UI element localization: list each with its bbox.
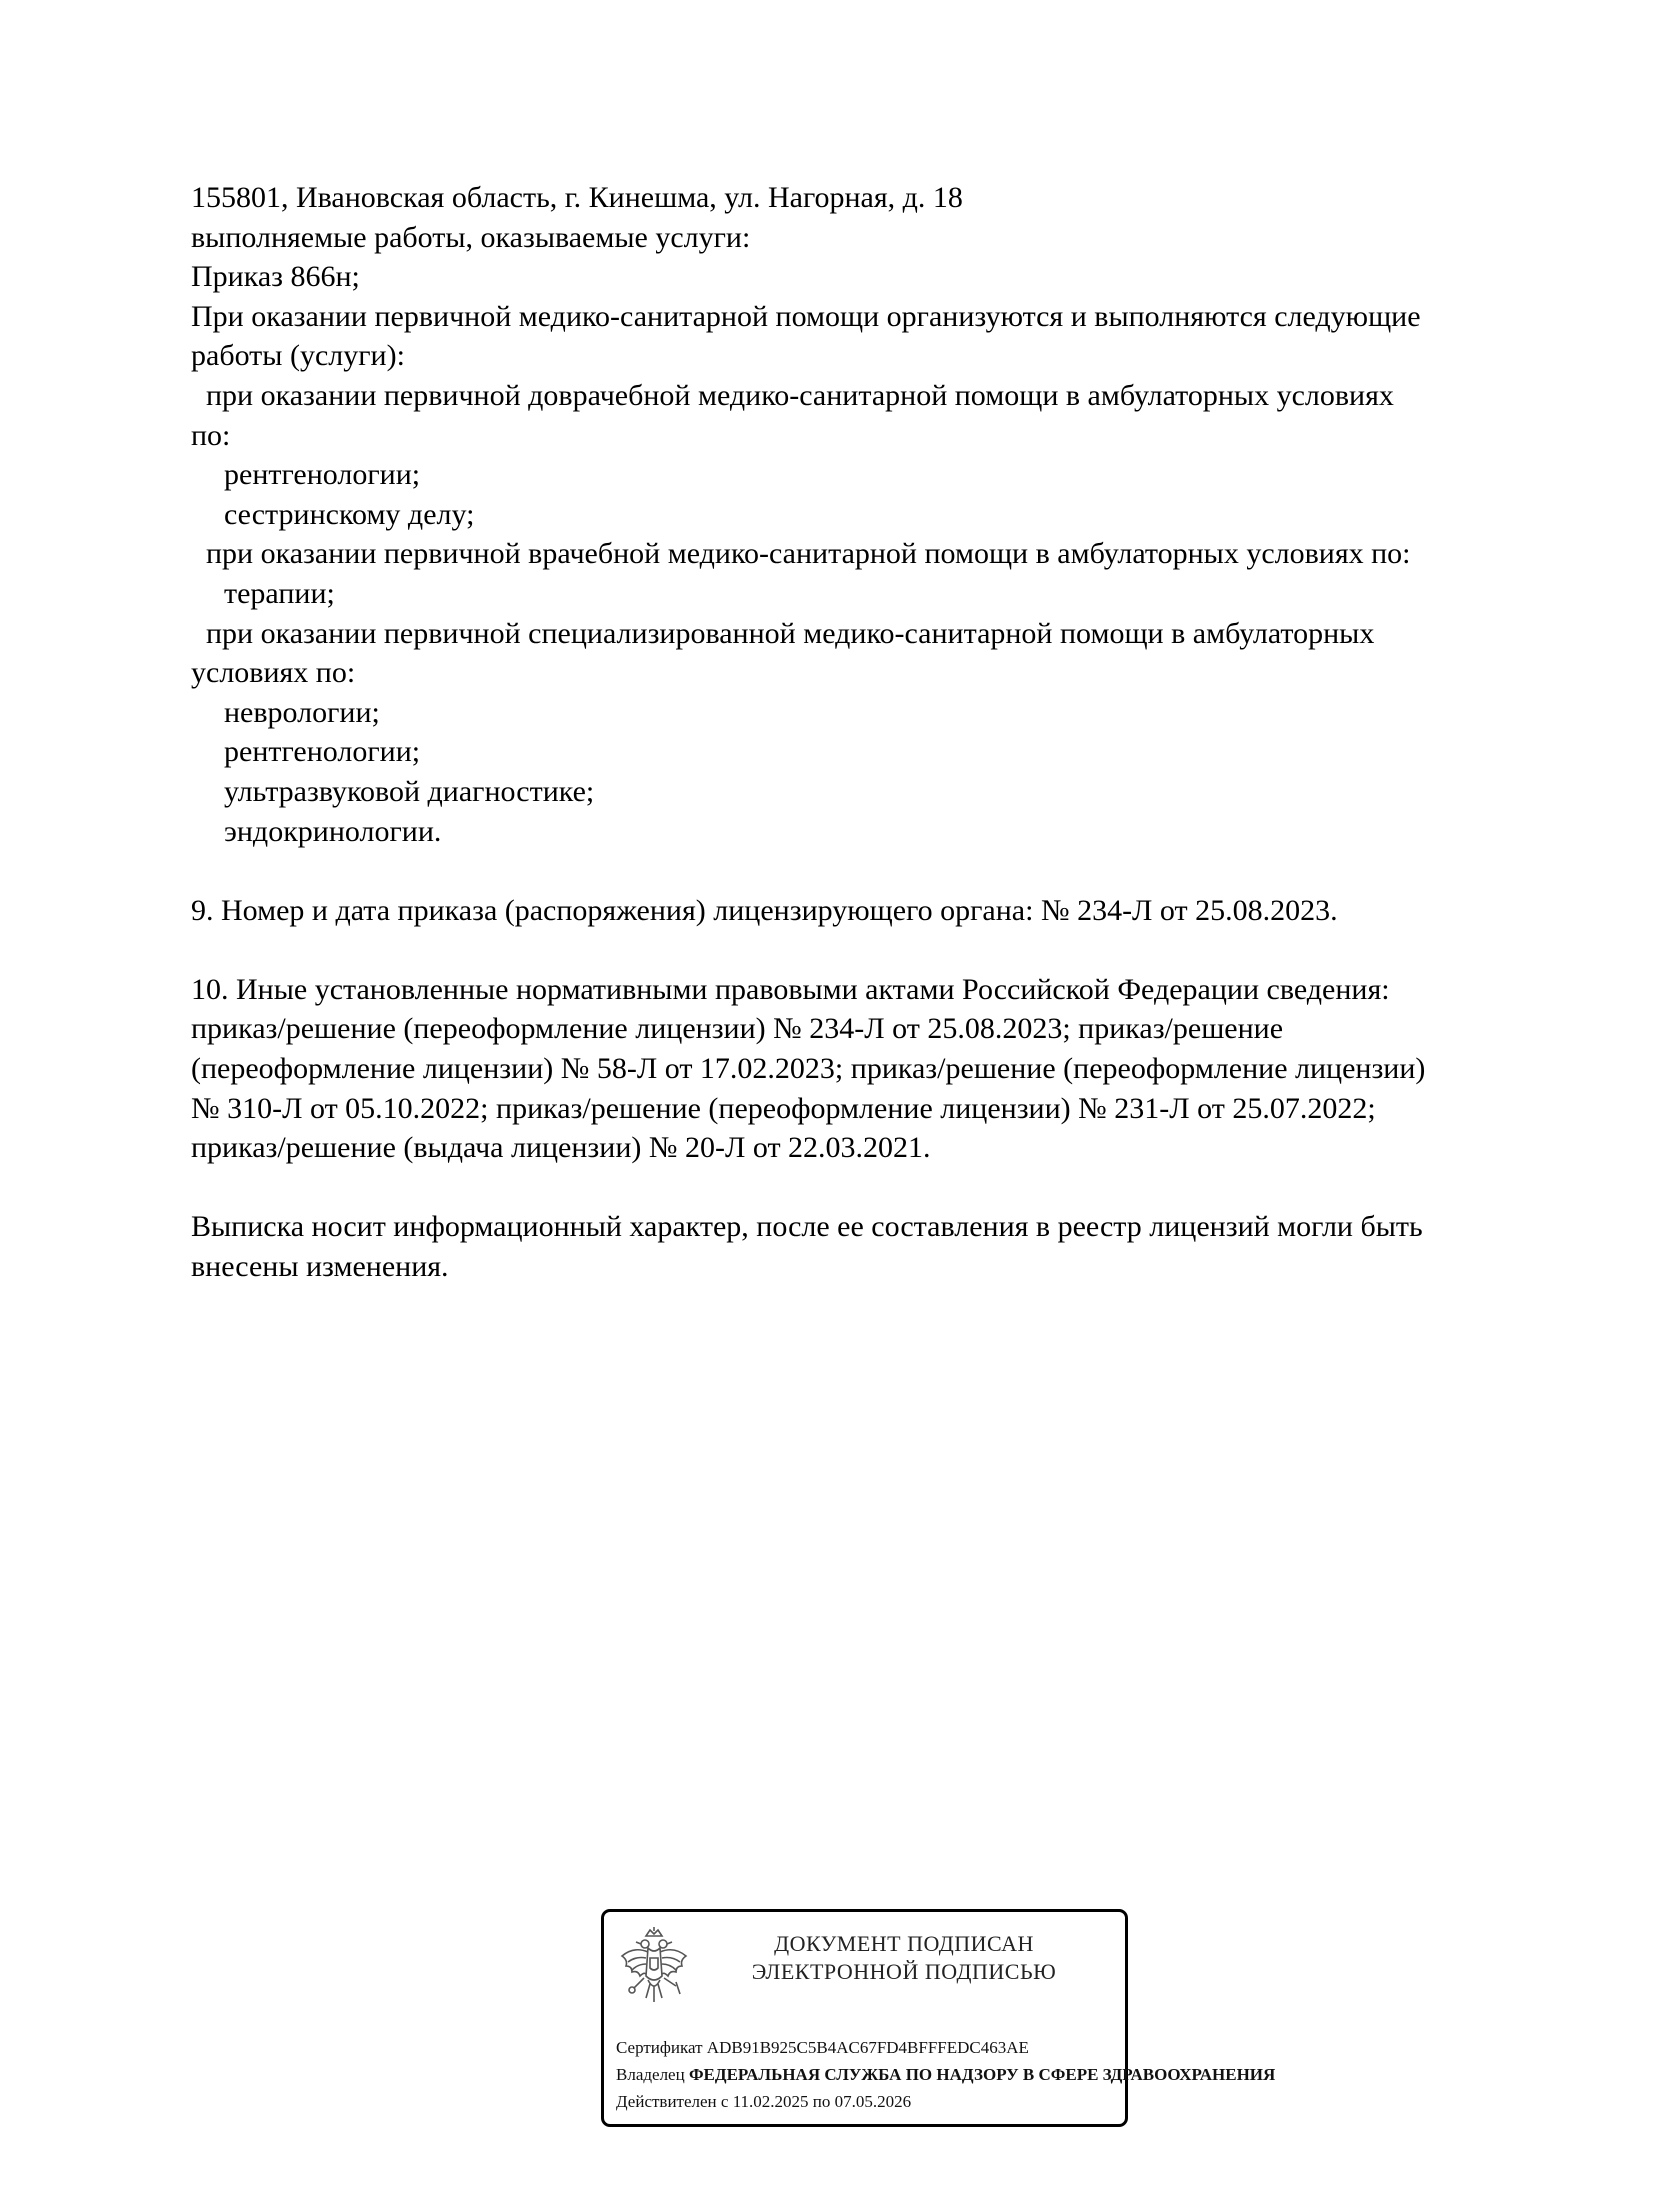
document-body bbox=[191, 178, 1531, 1287]
list-item: терапии; bbox=[224, 576, 335, 610]
validity-row: Действителен с 11.02.2025 по 07.05.2026 bbox=[616, 2092, 912, 2111]
address-line: 155801, Ивановская область, г. Кинешма, ул. Нагорная, д. 18 bbox=[191, 181, 963, 214]
certificate-value: ADB91B925C5B4AC67FD4BFFFEDC463AE bbox=[706, 2038, 1029, 2057]
prevrach-heading-cont: по: bbox=[191, 418, 231, 452]
note-line: внесены изменения. bbox=[191, 1250, 449, 1284]
certificate-row bbox=[616, 2034, 1275, 2061]
note-line: Выписка носит информационный характер, после ее составления в реестр лицензий могли быть bbox=[191, 1210, 1423, 1244]
signature-stamp bbox=[601, 1909, 1276, 2127]
item-10-line: приказ/решение (переоформление лицензии) № 234-Л от 25.08.2023; приказ/решение bbox=[191, 1012, 1284, 1046]
item-10-line: 10. Иные установленные нормативными правовыми актами Российской Федерации сведения: bbox=[191, 972, 1390, 1006]
stamp-details bbox=[616, 2034, 1275, 2115]
paragraph-gap bbox=[191, 930, 1531, 970]
owner-row bbox=[616, 2061, 1275, 2088]
owner-label: Владелец bbox=[616, 2065, 685, 2084]
list-item: рентгенологии; bbox=[224, 735, 421, 769]
stamp-title-line: ЭЛЕКТРОННОЙ ПОДПИСЬЮ bbox=[751, 1959, 1057, 1984]
stamp-title-line: ДОКУМЕНТ ПОДПИСАН bbox=[774, 1931, 1034, 1956]
order-866-line: Приказ 866н; bbox=[191, 260, 360, 294]
list-item: сестринскому делу; bbox=[224, 497, 475, 531]
prevrach-heading: при оказании первичной доврачебной медико-санитарной помощи в амбулаторных условиях bbox=[206, 378, 1394, 412]
spec-heading-cont: условиях по: bbox=[191, 656, 356, 690]
item-9-line: 9. Номер и дата приказа (распоряжения) лицензирующего органа: № 234-Л от 25.08.2023. bbox=[191, 893, 1338, 927]
vrach-heading: при оказании первичной врачебной медико-санитарной помощи в амбулаторных условиях по: bbox=[206, 537, 1411, 571]
coat-of-arms-icon bbox=[618, 1926, 690, 2012]
works-label: выполняемые работы, оказываемые услуги: bbox=[191, 220, 751, 254]
intro-line: работы (услуги): bbox=[191, 339, 405, 373]
list-item: ультразвуковой диагностике; bbox=[224, 774, 595, 808]
list-item: неврологии; bbox=[224, 695, 380, 729]
paragraph-gap bbox=[191, 851, 1531, 891]
intro-line: При оказании первичной медико-санитарной помощи организуются и выполняются следующие bbox=[191, 299, 1421, 333]
certificate-label: Сертификат bbox=[616, 2038, 703, 2057]
owner-value: ФЕДЕРАЛЬНАЯ СЛУЖБА ПО НАДЗОРУ В СФЕРЕ ЗДРАВООХРАНЕНИЯ bbox=[688, 2065, 1276, 2084]
item-10-line: № 310-Л от 05.10.2022; приказ/решение (переоформление лицензии) № 231-Л от 25.07.2022; bbox=[191, 1091, 1376, 1125]
spec-heading: при оказании первичной специализированной медико-санитарной помощи в амбулаторных bbox=[206, 616, 1375, 650]
item-10-line: (переоформление лицензии) № 58-Л от 17.02.2023; приказ/решение (переоформление лицензии) bbox=[191, 1052, 1426, 1086]
list-item: эндокринологии. bbox=[224, 814, 442, 848]
stamp-title bbox=[704, 1930, 1104, 1986]
paragraph-gap bbox=[191, 1168, 1531, 1208]
list-item: рентгенологии; bbox=[224, 458, 421, 492]
item-10-line: приказ/решение (выдача лицензии) № 20-Л от 22.03.2021. bbox=[191, 1131, 931, 1165]
